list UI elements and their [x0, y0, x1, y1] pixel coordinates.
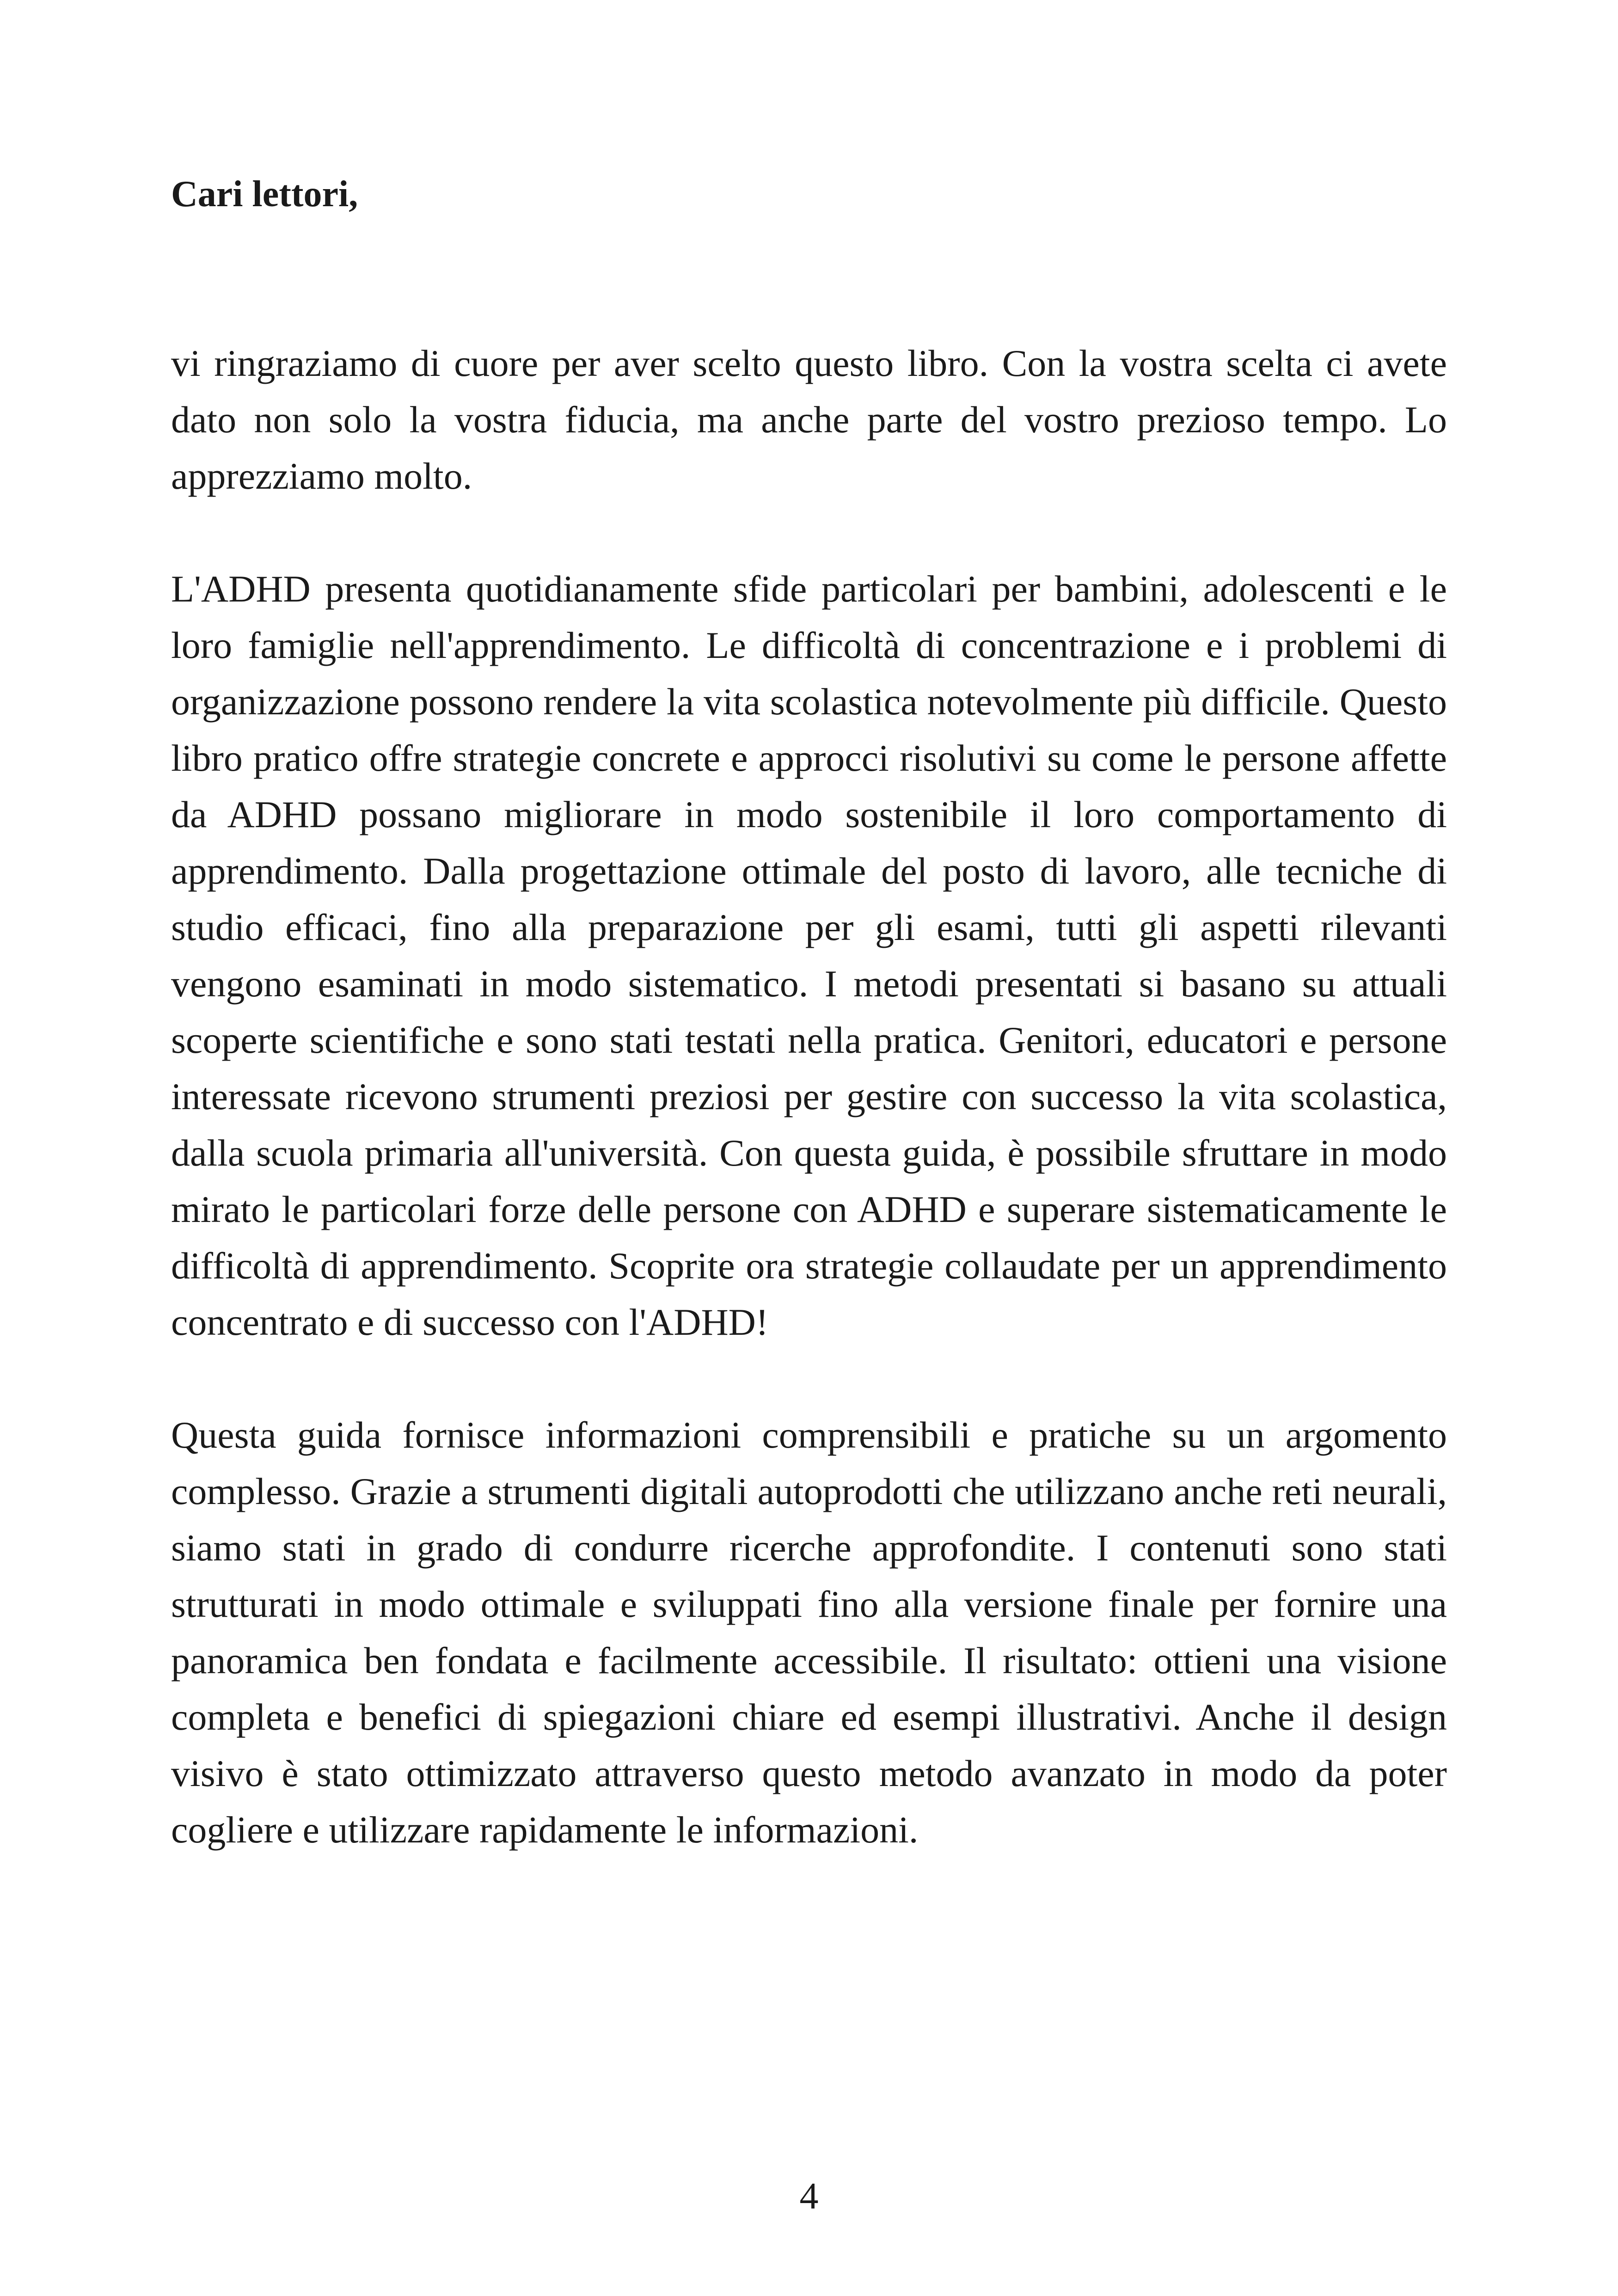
paragraph-guide-method: Questa guida fornisce informazioni comprensibili e pratiche su un argomento complesso. Grazie a strumenti digitali autoprodotti che utilizzano anche reti neurali, siamo stati in grado di condurre ricerche approfondite. I contenuti sono stati strutturati in modo ottimale e sviluppati fino alla versione finale per fornire una panoramica ben fondata e facilmente accessibile. Il risultato: ottieni una visione completa e benefici di spiegazioni chiare ed esempi illustrativi. Anche il design visivo è stato ottimizzato attraverso questo metodo avanzato in modo da poter cogliere e utilizzare rapidamente le informazioni. [171, 1414, 1447, 1851]
greeting-heading: Cari lettori, [171, 174, 358, 215]
paragraph-thanks: vi ringraziamo di cuore per aver scelto questo libro. Con la vostra scelta ci avete dato non solo la vostra fiducia, ma anche parte del vostro prezioso tempo. Lo apprezziamo molto. [171, 342, 1447, 497]
body-text [171, 335, 1447, 1915]
page-number: 4 [799, 2175, 819, 2217]
paragraph-adhd-overview: L'ADHD presenta quotidianamente sfide particolari per bambini, adolescenti e le loro famiglie nell'apprendimento. Le difficoltà di concentrazione e i problemi di organizzazione possono rendere la vita scolastica notevolmente più difficile. Questo libro pratico offre strategie concrete e approcci risolutivi su come le persone affette da ADHD possano migliorare in modo sostenibile il loro comportamento di apprendimento. Dalla progettazione ottimale del posto di lavoro, alle tecniche di studio efficaci, fino alla preparazione per gli esami, tutti gli aspetti rilevanti vengono esaminati in modo sistematico. I metodi presentati si basano su attuali scoperte scientifiche e sono stati testati nella pratica. Genitori, educatori e persone interessate ricevono strumenti preziosi per gestire con successo la vita scolastica, dalla scuola primaria all'università. Con questa guida, è possibile sfruttare in modo mirato le particolari forze delle persone con ADHD e superare sistematicamente le difficoltà di apprendimento. Scoprite ora strategie collaudate per un apprendimento concentrato e di successo con l'ADHD! [171, 568, 1447, 1343]
